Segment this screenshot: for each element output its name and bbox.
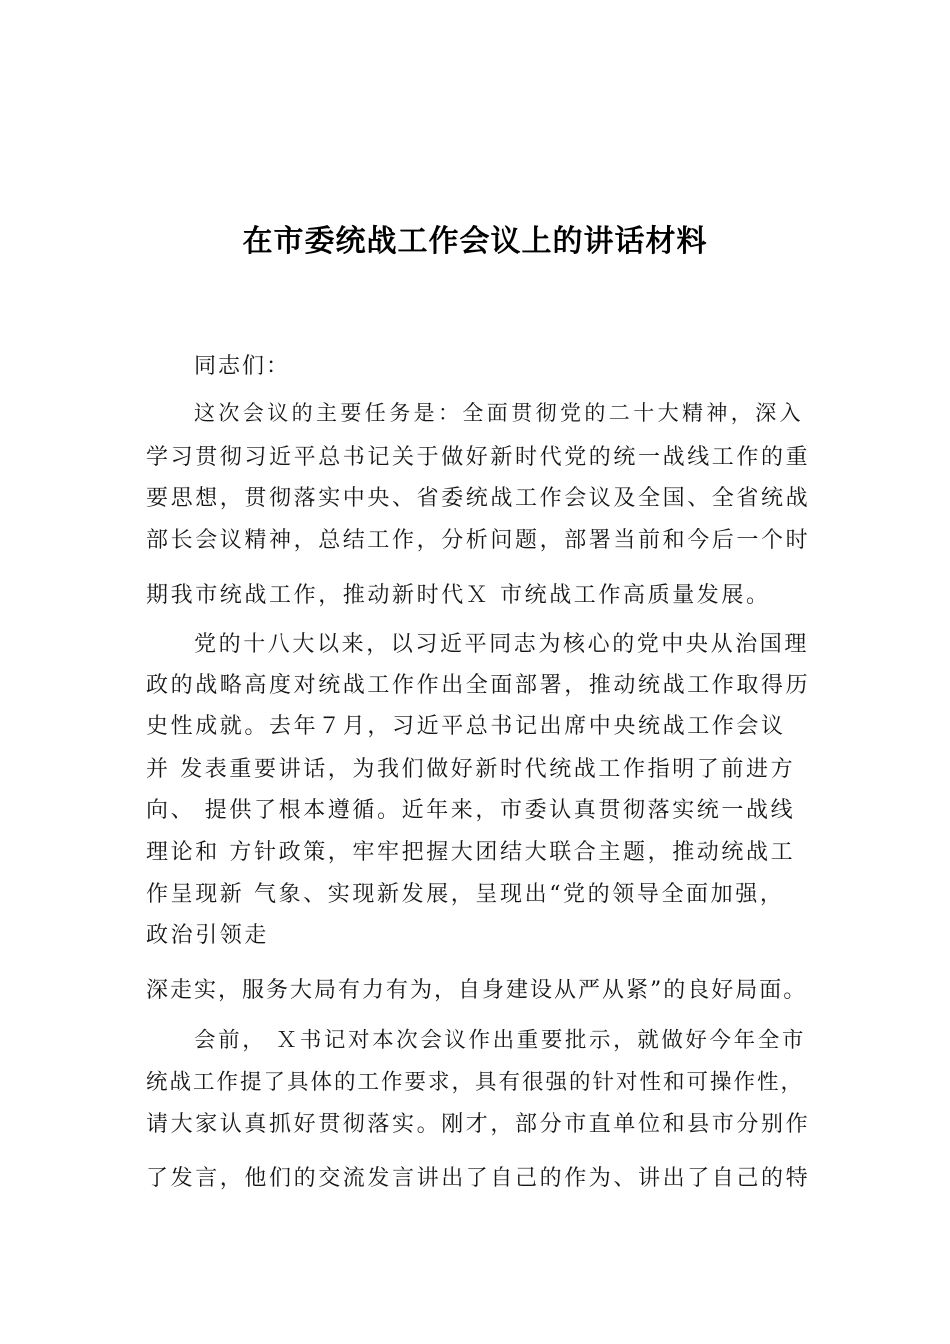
text-line: 理论和 方针政策，牢牢把握大团结大联合主题，推动统战工 [146, 840, 796, 865]
text-line: 统战工作提了具体的工作要求，具有很强的针对性和可操作性， [146, 1070, 805, 1095]
text-line: 期我市统战工作，推动新时代Ｘ 市统战工作高质量发展。 [146, 583, 771, 608]
text-line: 要思想，贯彻落实中央、省委统战工作会议及全国、全省统战 [146, 486, 811, 511]
text-line: 部长会议精神，总结工作，分析问题，部署当前和今后一个时 [146, 528, 811, 553]
text-line: 深走实，服务大局有力有为，自身建设从严从紧”的良好局面。 [146, 978, 808, 1003]
text-line: 了发言，他们的交流发言讲出了自己的作为、讲出了自己的特 [146, 1166, 811, 1191]
text-line: 作呈现新 气象、实现新发展，呈现出“党的领导全面加强， [146, 882, 785, 907]
text-line: 请大家认真抓好贯彻落实。刚才，部分市直单位和县市分别作 [146, 1112, 811, 1137]
text-line: 会前， Ｘ书记对本次会议作出重要批示，就做好今年全市 [194, 1028, 806, 1053]
text-line: 政的战略高度对统战工作作出全面部署，推动统战工作取得历 [146, 673, 811, 698]
text-line: 史性成就。去年７月，习近平总书记出席中央统战工作会议 [146, 714, 786, 739]
document-title: 在市委统战工作会议上的讲话材料 [242, 224, 708, 259]
text-line: 学习贯彻习近平总书记关于做好新时代党的统一战线工作的重 [146, 445, 811, 470]
text-line: 政治引领走 [146, 923, 270, 948]
text-line: 并 发表重要讲话，为我们做好新时代统战工作指明了前进方 [146, 757, 796, 782]
text-line: 党的十八大以来，以习近平同志为核心的党中央从治国理 [194, 632, 810, 657]
text-line: 向、 提供了根本遵循。近年来，市委认真贯彻落实统一战线 [146, 798, 796, 823]
text-line: 同志们： [194, 354, 291, 379]
text-line: 这次会议的主要任务是：全面贯彻党的二十大精神，深入 [194, 401, 804, 425]
